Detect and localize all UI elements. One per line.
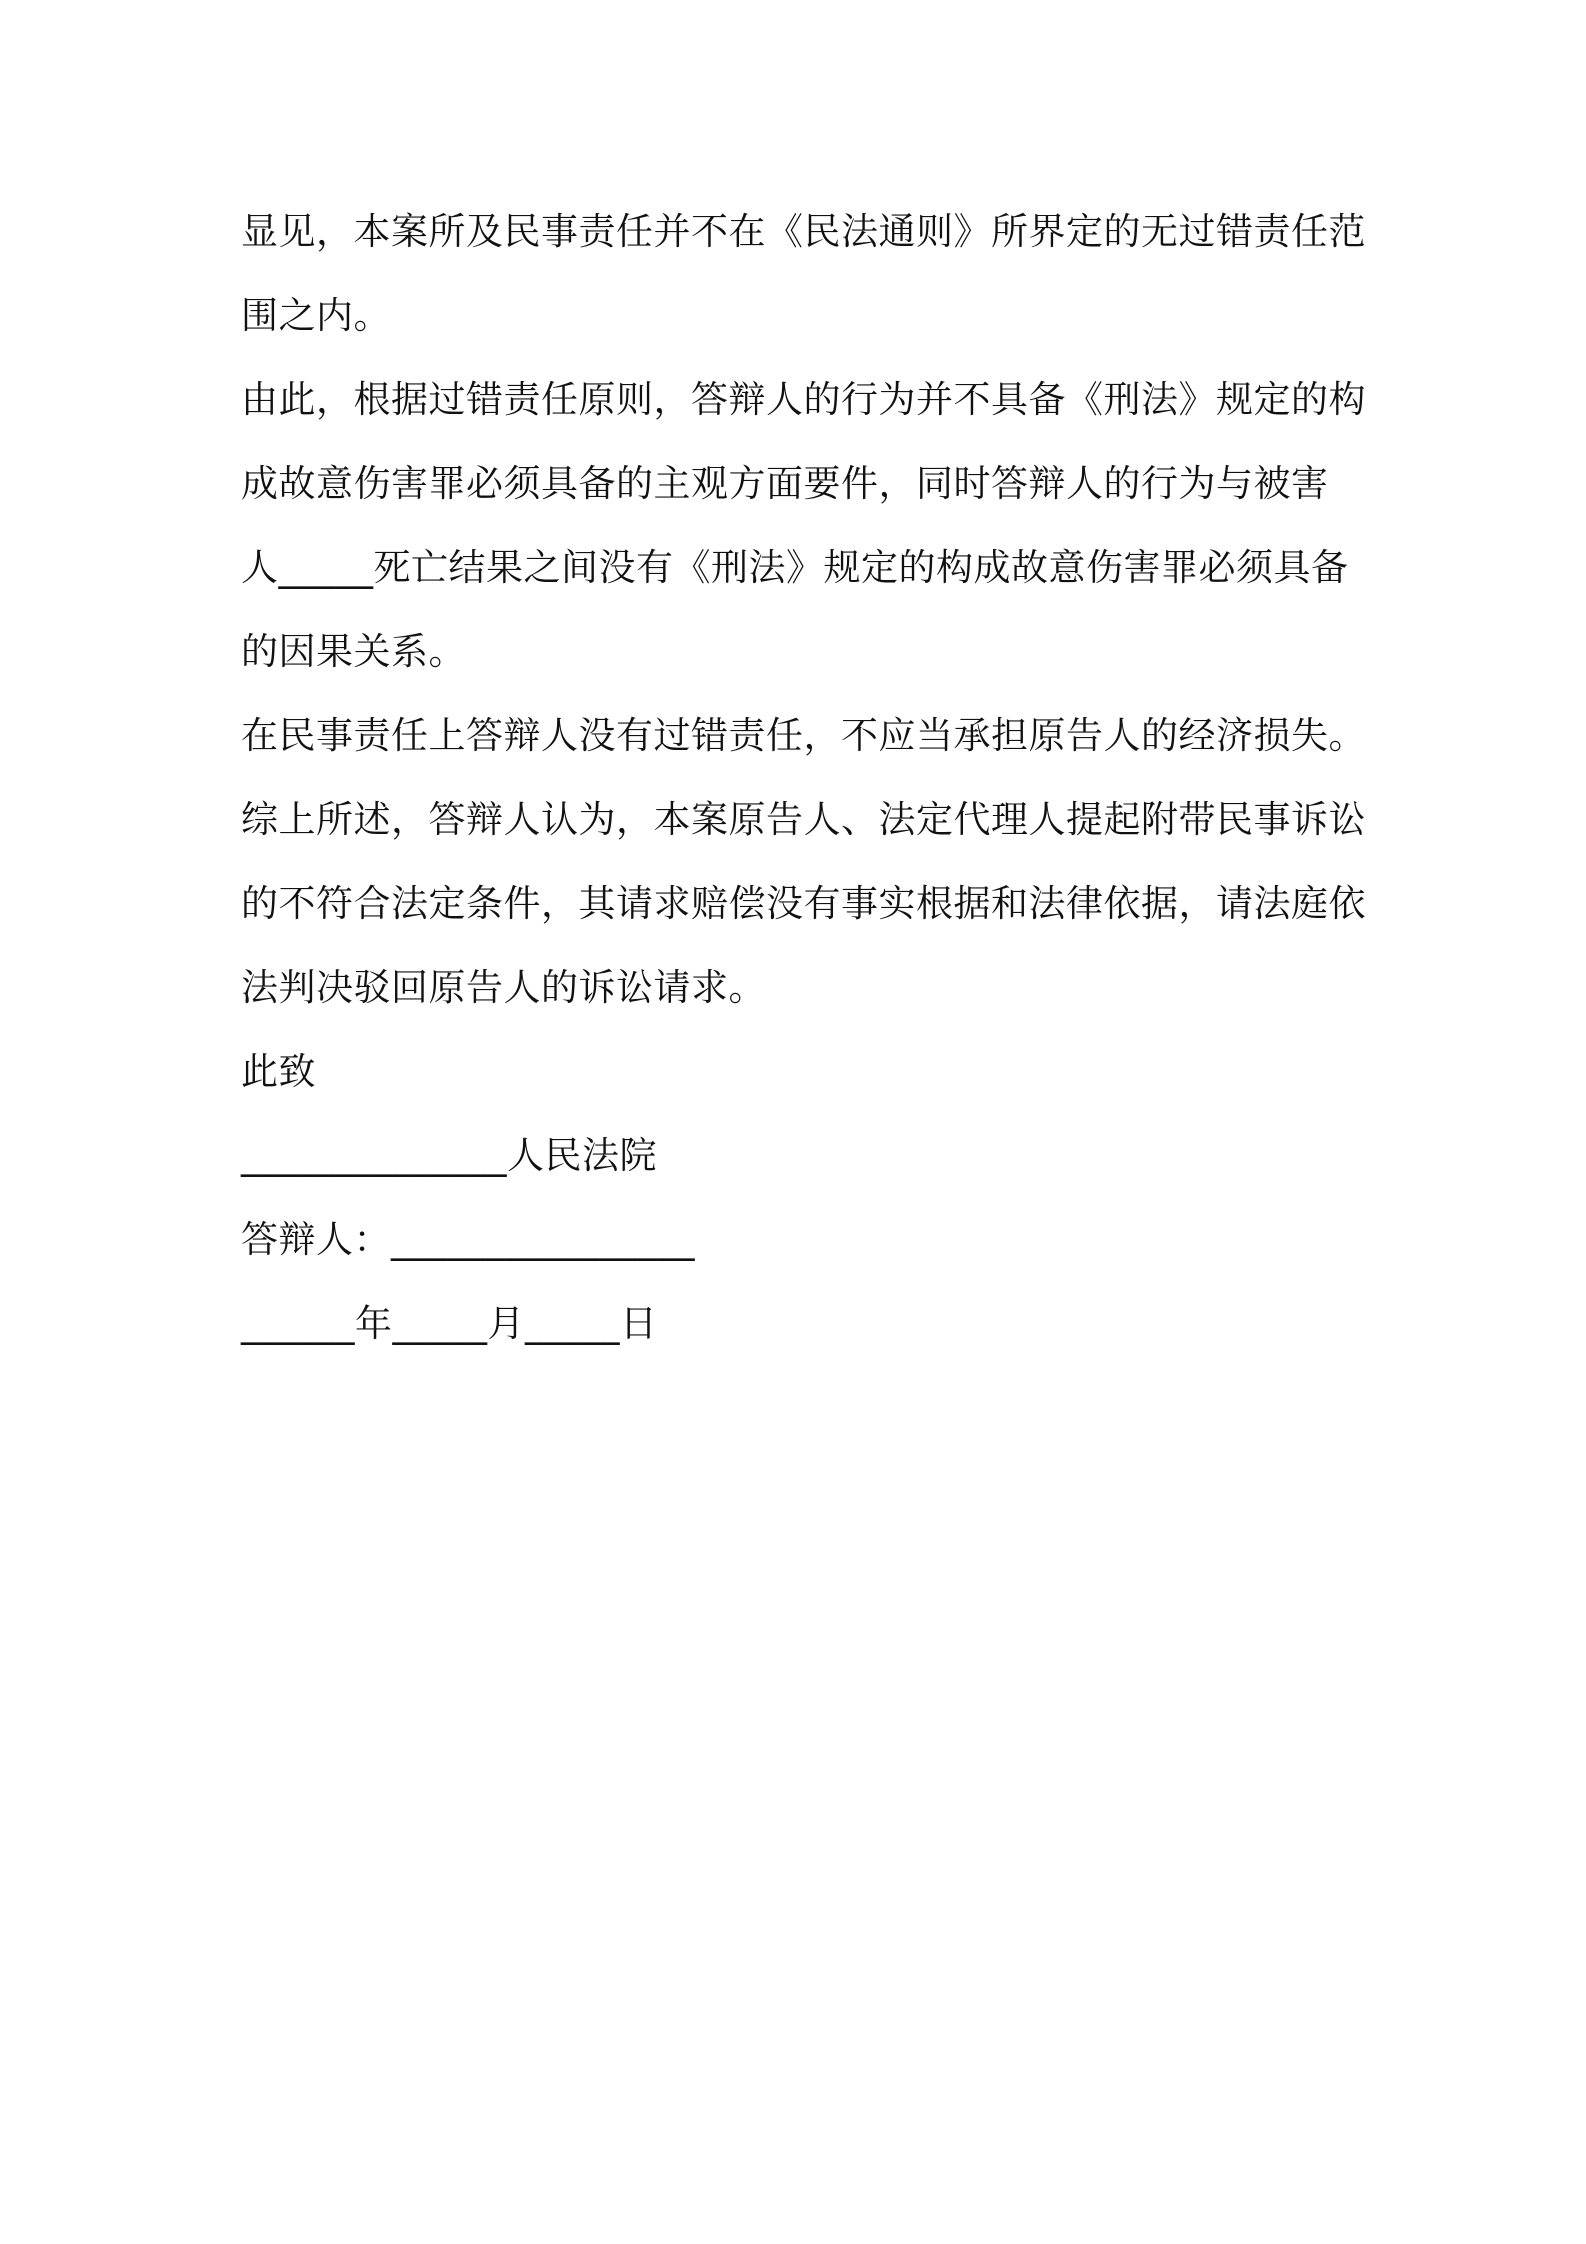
respondent-signature-line: 答辩人：________________ [241, 1218, 695, 1261]
document-body [241, 190, 1366, 1366]
text-line: 综上所述，答辩人认为，本案原告人、法定代理人提起附带民事诉讼 [241, 798, 1366, 841]
paragraph-fault-principle [241, 358, 1366, 694]
court-name-line: ______________人民法院 [241, 1134, 657, 1177]
text-line: 法判决驳回原告人的诉讼请求。 [241, 966, 766, 1009]
text-line: 围之内。 [241, 294, 391, 337]
paragraph-civil-liability [241, 694, 1366, 778]
text-line: 在民事责任上答辩人没有过错责任，不应当承担原告人的经济损失。 [241, 714, 1366, 757]
text-line: 的不符合法定条件，其请求赔偿没有事实根据和法律依据，请法庭依 [241, 882, 1366, 925]
text-line: 的因果关系。 [241, 630, 466, 673]
text-line: 成故意伤害罪必须具备的主观方面要件，同时答辩人的行为与被害 [241, 462, 1329, 505]
text-line: 由此，根据过错责任原则，答辩人的行为并不具备《刑法》规定的构 [241, 378, 1366, 421]
text-line: 显见，本案所及民事责任并不在《民法通则》所界定的无过错责任范 [241, 210, 1366, 253]
closing-salutation: 此致 [241, 1050, 316, 1093]
paragraph-conclusion [241, 778, 1366, 1030]
text-line: 人_____死亡结果之间没有《刑法》规定的构成故意伤害罪必须具备 [241, 546, 1349, 589]
date-line: ______年_____月_____日 [241, 1302, 658, 1345]
paragraph-liability-scope [241, 190, 1366, 358]
